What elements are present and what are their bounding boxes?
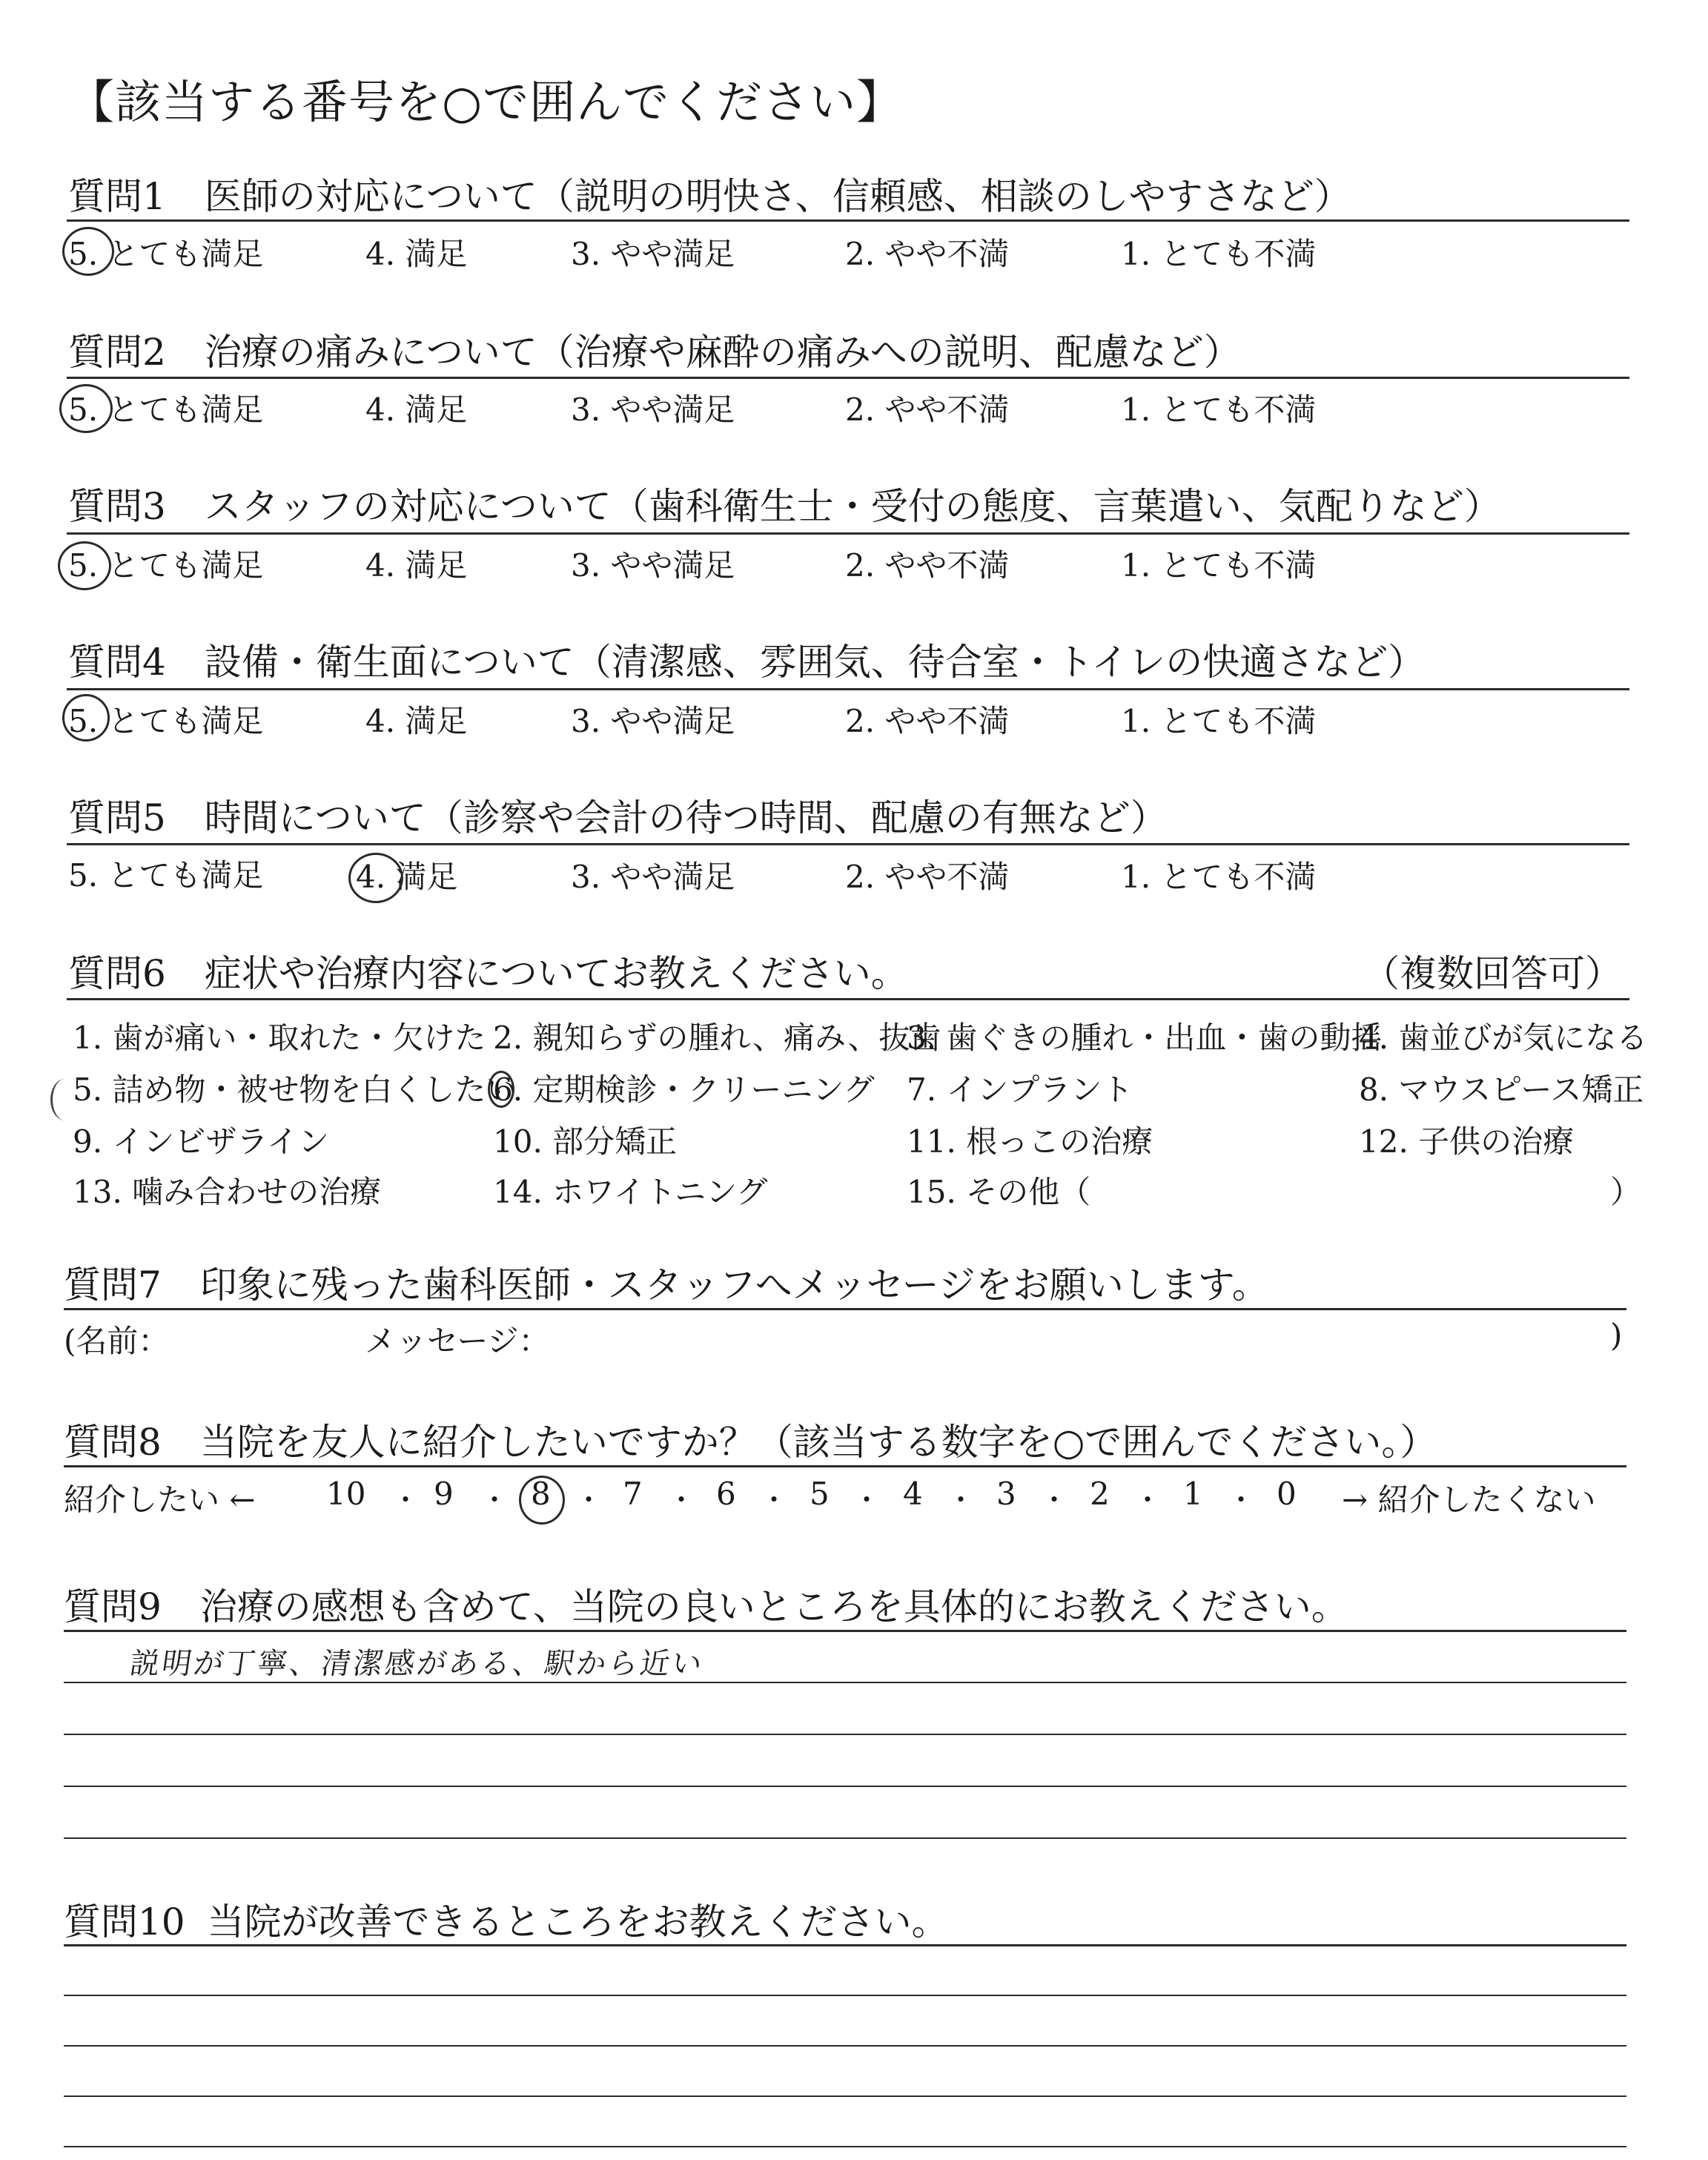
q6-option-7[interactable]: 7. インプラント [907,1071,1133,1108]
q7-label: 質問7 [64,1264,162,1307]
q1-option-2[interactable]: 2. やや不満 [845,236,1010,272]
q7-rule [64,1308,1626,1310]
q8-value-6[interactable]: 6 [716,1476,736,1512]
q6-option-5[interactable]: 5. 詰め物・被せ物を白くしたい [73,1071,517,1108]
q6-text: 症状や治療内容についてお教えください。 [204,952,908,995]
q3-heading [68,477,1501,530]
q9-answer-line[interactable] [64,1837,1626,1839]
q6-heading [68,944,908,997]
q4-option-3[interactable]: 3. やや満足 [571,703,735,739]
q2-option-2[interactable]: 2. やや不満 [845,392,1010,428]
q2-text: 治療の痛みについて（治療や麻酔の痛みへの説明、配慮など） [204,331,1241,374]
q8-value-7[interactable]: 7 [623,1476,643,1512]
q6-rule [67,998,1629,1000]
q8-value-8[interactable]: 8 [531,1476,551,1512]
q3-label: 質問3 [68,485,166,528]
q8-sep: ・ [480,1484,509,1516]
q6-option-2[interactable]: 2. 親知らずの腫れ、痛み、抜歯 [493,1020,941,1056]
q6-option-3[interactable]: 3. 歯ぐきの腫れ・出血・歯の動揺 [907,1020,1383,1056]
q4-option-5[interactable]: 5. とても満足 [68,703,264,739]
q5-heading [68,788,1168,842]
q3-rule [67,532,1629,535]
q1-label: 質問1 [68,175,166,218]
q5-option-3[interactable]: 3. やや満足 [571,859,735,895]
q8-rule [64,1465,1626,1467]
q8-selection-circle [519,1476,565,1525]
q9-answer-line[interactable] [64,1734,1626,1735]
q8-sep: ・ [947,1484,976,1516]
q4-selection-circle [62,694,110,742]
q8-sep: ・ [1040,1484,1069,1516]
q8-sep: ・ [760,1484,789,1516]
q8-sep: ・ [391,1484,420,1516]
q2-rule [67,377,1629,379]
q3-option-2[interactable]: 2. やや不満 [845,547,1010,584]
q7-text: 印象に残った歯科医師・スタッフへメッセージをお願いします。 [199,1264,1269,1307]
page-title: 【該当する番号を○で囲んでください】 [68,75,904,129]
q9-answer-line[interactable] [64,1682,1626,1683]
q7-name-label: (名前： [64,1323,170,1359]
q8-value-0[interactable]: 0 [1277,1476,1297,1512]
q4-label: 質問4 [68,641,166,684]
q5-option-1[interactable]: 1. とても不満 [1121,859,1317,895]
q9-answer-line[interactable] [64,1786,1626,1787]
q6-option-12[interactable]: 12. 子供の治療 [1359,1123,1575,1160]
q2-option-5[interactable]: 5. とても満足 [68,392,264,428]
q6-option-1[interactable]: 1. 歯が痛い・取れた・欠けた [73,1020,486,1056]
q2-heading [68,323,1241,376]
q4-option-2[interactable]: 2. やや不満 [845,703,1010,739]
q10-rule [64,1944,1626,1946]
q3-option-1[interactable]: 1. とても不満 [1121,547,1317,584]
q8-value-9[interactable]: 9 [434,1476,454,1512]
q5-option-2[interactable]: 2. やや不満 [845,859,1010,895]
q8-value-3[interactable]: 3 [996,1476,1016,1512]
q10-heading [64,1892,949,1946]
q5-selection-circle [348,853,403,903]
q6-option-4[interactable]: 4. 歯並びが気になる [1359,1020,1648,1056]
q1-option-4[interactable]: 4. 満足 [365,236,468,272]
q5-option-4[interactable]: 4. 満足 [356,859,458,895]
q8-value-2[interactable]: 2 [1090,1476,1110,1512]
q9-rule [64,1630,1626,1632]
q1-option-1[interactable]: 1. とても不満 [1121,236,1317,272]
q8-sep: ・ [853,1484,881,1516]
q8-sep: ・ [1133,1484,1162,1516]
q10-text: 当院が改善できるところをお教えください。 [207,1900,949,1943]
q6-option-14[interactable]: 14. ホワイトニング [493,1174,768,1210]
q8-sep: ・ [1227,1484,1256,1516]
q10-answer-line[interactable] [64,2045,1626,2047]
q8-value-4[interactable]: 4 [903,1476,923,1512]
q8-label: 質問8 [64,1421,162,1464]
q10-answer-line[interactable] [64,2146,1626,2147]
q4-heading [68,633,1425,686]
q6-selection-circle [488,1071,514,1108]
q5-label: 質問5 [68,796,166,839]
q6-other-close: ） [1610,1174,1642,1210]
q8-text: 当院を友人に紹介したいですか？（該当する数字を○で囲んでください。） [199,1421,1437,1464]
q3-option-5[interactable]: 5. とても満足 [68,547,264,584]
q6-option-11[interactable]: 11. 根っこの治療 [907,1123,1153,1160]
q6-option-9[interactable]: 9. インビザライン [73,1123,330,1160]
q6-note: （複数回答可） [1363,952,1622,995]
q6-option-8[interactable]: 8. マウスピース矯正 [1359,1071,1644,1108]
q3-text: スタッフの対応について（歯科衛生士・受付の態度、言葉遣い、気配りなど） [204,485,1501,528]
q1-option-3[interactable]: 3. やや満足 [571,236,735,272]
q7-heading [64,1255,1269,1309]
q9-heading [64,1577,1348,1631]
q4-rule [67,688,1629,690]
q8-value-1[interactable]: 1 [1183,1476,1203,1512]
q8-value-10[interactable]: 10 [326,1476,366,1512]
q7-close: ) [1610,1317,1623,1353]
q8-sep: ・ [667,1484,696,1516]
q10-label: 質問10 [64,1900,185,1943]
q3-option-3[interactable]: 3. やや満足 [571,547,735,584]
q1-rule [67,219,1629,222]
q1-text: 医師の対応について（説明の明快さ、信頼感、相談のしやすさなど） [204,175,1351,218]
q9-text: 治療の感想も含めて、当院の良いところを具体的にお教えください。 [199,1585,1348,1628]
q6-option-13[interactable]: 13. 噛み合わせの治療 [73,1174,382,1210]
q5-text: 時間について（診察や会計の待つ時間、配慮の有無など） [204,796,1168,839]
q6-option-15[interactable]: 15. その他（ [907,1174,1091,1210]
q2-selection-circle [59,384,113,433]
q4-option-4[interactable]: 4. 満足 [365,703,468,739]
q3-selection-circle [58,541,111,590]
q5-option-5[interactable]: 5. とても満足 [68,857,264,894]
q3-option-4[interactable]: 4. 満足 [365,547,468,584]
q2-label: 質問2 [68,331,166,374]
q10-answer-line[interactable] [64,2095,1626,2097]
q1-heading [68,167,1351,220]
q7-message-label: メッセージ： [365,1323,550,1359]
q10-answer-line[interactable] [64,1995,1626,1996]
q2-option-1[interactable]: 1. とても不満 [1121,392,1317,428]
q8-left-label: 紹介したい ← [64,1482,256,1518]
q8-sep: ・ [575,1484,603,1516]
q2-option-3[interactable]: 3. やや満足 [571,392,735,428]
q4-text: 設備・衛生面について（清潔感、雰囲気、待合室・トイレの快適さなど） [204,641,1426,684]
q6-label: 質問6 [68,952,166,995]
q2-option-4[interactable]: 4. 満足 [365,392,468,428]
q5-rule [67,843,1629,845]
q1-selection-circle [62,227,114,276]
q9-label: 質問9 [64,1585,162,1628]
q4-option-1[interactable]: 1. とても不満 [1121,703,1317,739]
q6-option-6[interactable]: 6. 定期検診・クリーニング [493,1071,875,1108]
q6-option-10[interactable]: 10. 部分矯正 [493,1123,678,1160]
q8-value-5[interactable]: 5 [810,1476,830,1512]
stray-pen-mark [50,1079,79,1120]
q9-handwritten-answer: 説明が丁寧、清潔感がある、駅から近い [128,1647,706,1681]
q8-heading [64,1413,1437,1466]
q1-option-5[interactable]: 5. とても満足 [68,236,264,272]
q8-right-label: → 紹介したくない [1342,1482,1596,1518]
